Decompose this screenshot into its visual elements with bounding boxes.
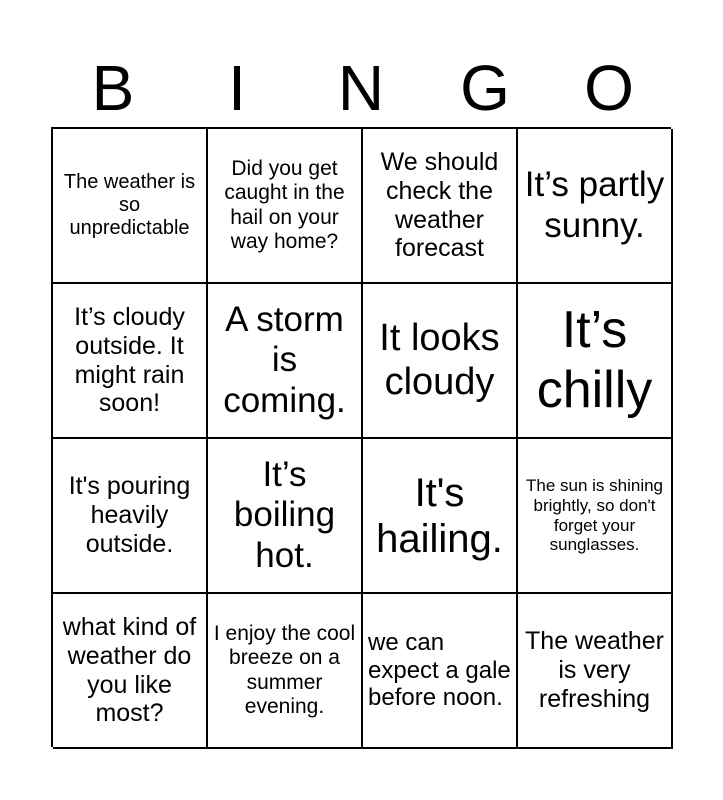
bingo-cell-text: It’s cloudy outside. It might rain soon! bbox=[74, 303, 185, 418]
bingo-cell[interactable] bbox=[208, 594, 363, 749]
bingo-cell[interactable] bbox=[208, 284, 363, 439]
bingo-cell[interactable] bbox=[363, 129, 518, 284]
bingo-cell-text: we can expect a gale before noon. bbox=[368, 629, 511, 712]
bingo-cell[interactable] bbox=[208, 129, 363, 284]
bingo-cell-text: A storm is coming. bbox=[223, 300, 346, 420]
bingo-cell[interactable] bbox=[363, 594, 518, 749]
bingo-cell-text: what kind of weather do you like most? bbox=[62, 613, 197, 728]
bingo-cell[interactable] bbox=[518, 439, 673, 594]
bingo-cell[interactable] bbox=[518, 594, 673, 749]
bingo-cell-text: It’s boiling hot. bbox=[233, 455, 336, 575]
bingo-cell-text: The weather is very refreshing bbox=[525, 627, 664, 713]
bingo-cell-text: The sun is shining brightly, so don't forget your sunglasses. bbox=[525, 476, 664, 555]
header-letter-i: I bbox=[228, 52, 246, 124]
bingo-cell[interactable] bbox=[363, 284, 518, 439]
bingo-cell-text: We should check the weather forecast bbox=[380, 148, 499, 263]
bingo-cell[interactable] bbox=[53, 129, 208, 284]
bingo-cell-text: It looks cloudy bbox=[379, 316, 500, 403]
header-letter-o: O bbox=[584, 52, 634, 124]
bingo-cell-text: The weather is so unpredictable bbox=[63, 171, 196, 239]
bingo-cell-text: It's pouring heavily outside. bbox=[68, 472, 191, 558]
bingo-cell-text: I enjoy the cool breeze on a summer evening. bbox=[213, 622, 356, 718]
bingo-cell-text: Did you get caught in the hail on your way home? bbox=[224, 157, 345, 253]
header-letter-g: G bbox=[460, 52, 510, 124]
bingo-cell[interactable] bbox=[53, 439, 208, 594]
bingo-cell[interactable] bbox=[53, 594, 208, 749]
bingo-cell[interactable] bbox=[518, 284, 673, 439]
header-letter-b: B bbox=[91, 52, 135, 124]
bingo-grid bbox=[51, 127, 671, 747]
bingo-cell-text: It’s partly sunny. bbox=[524, 165, 665, 245]
bingo-cell[interactable] bbox=[53, 284, 208, 439]
bingo-header bbox=[51, 48, 671, 128]
bingo-cell-text: It’s chilly bbox=[536, 300, 653, 419]
bingo-cell[interactable] bbox=[518, 129, 673, 284]
bingo-cell-text: It's hailing. bbox=[376, 470, 503, 561]
header-letter-n: N bbox=[337, 52, 385, 124]
bingo-cell[interactable] bbox=[363, 439, 518, 594]
bingo-cell[interactable] bbox=[208, 439, 363, 594]
